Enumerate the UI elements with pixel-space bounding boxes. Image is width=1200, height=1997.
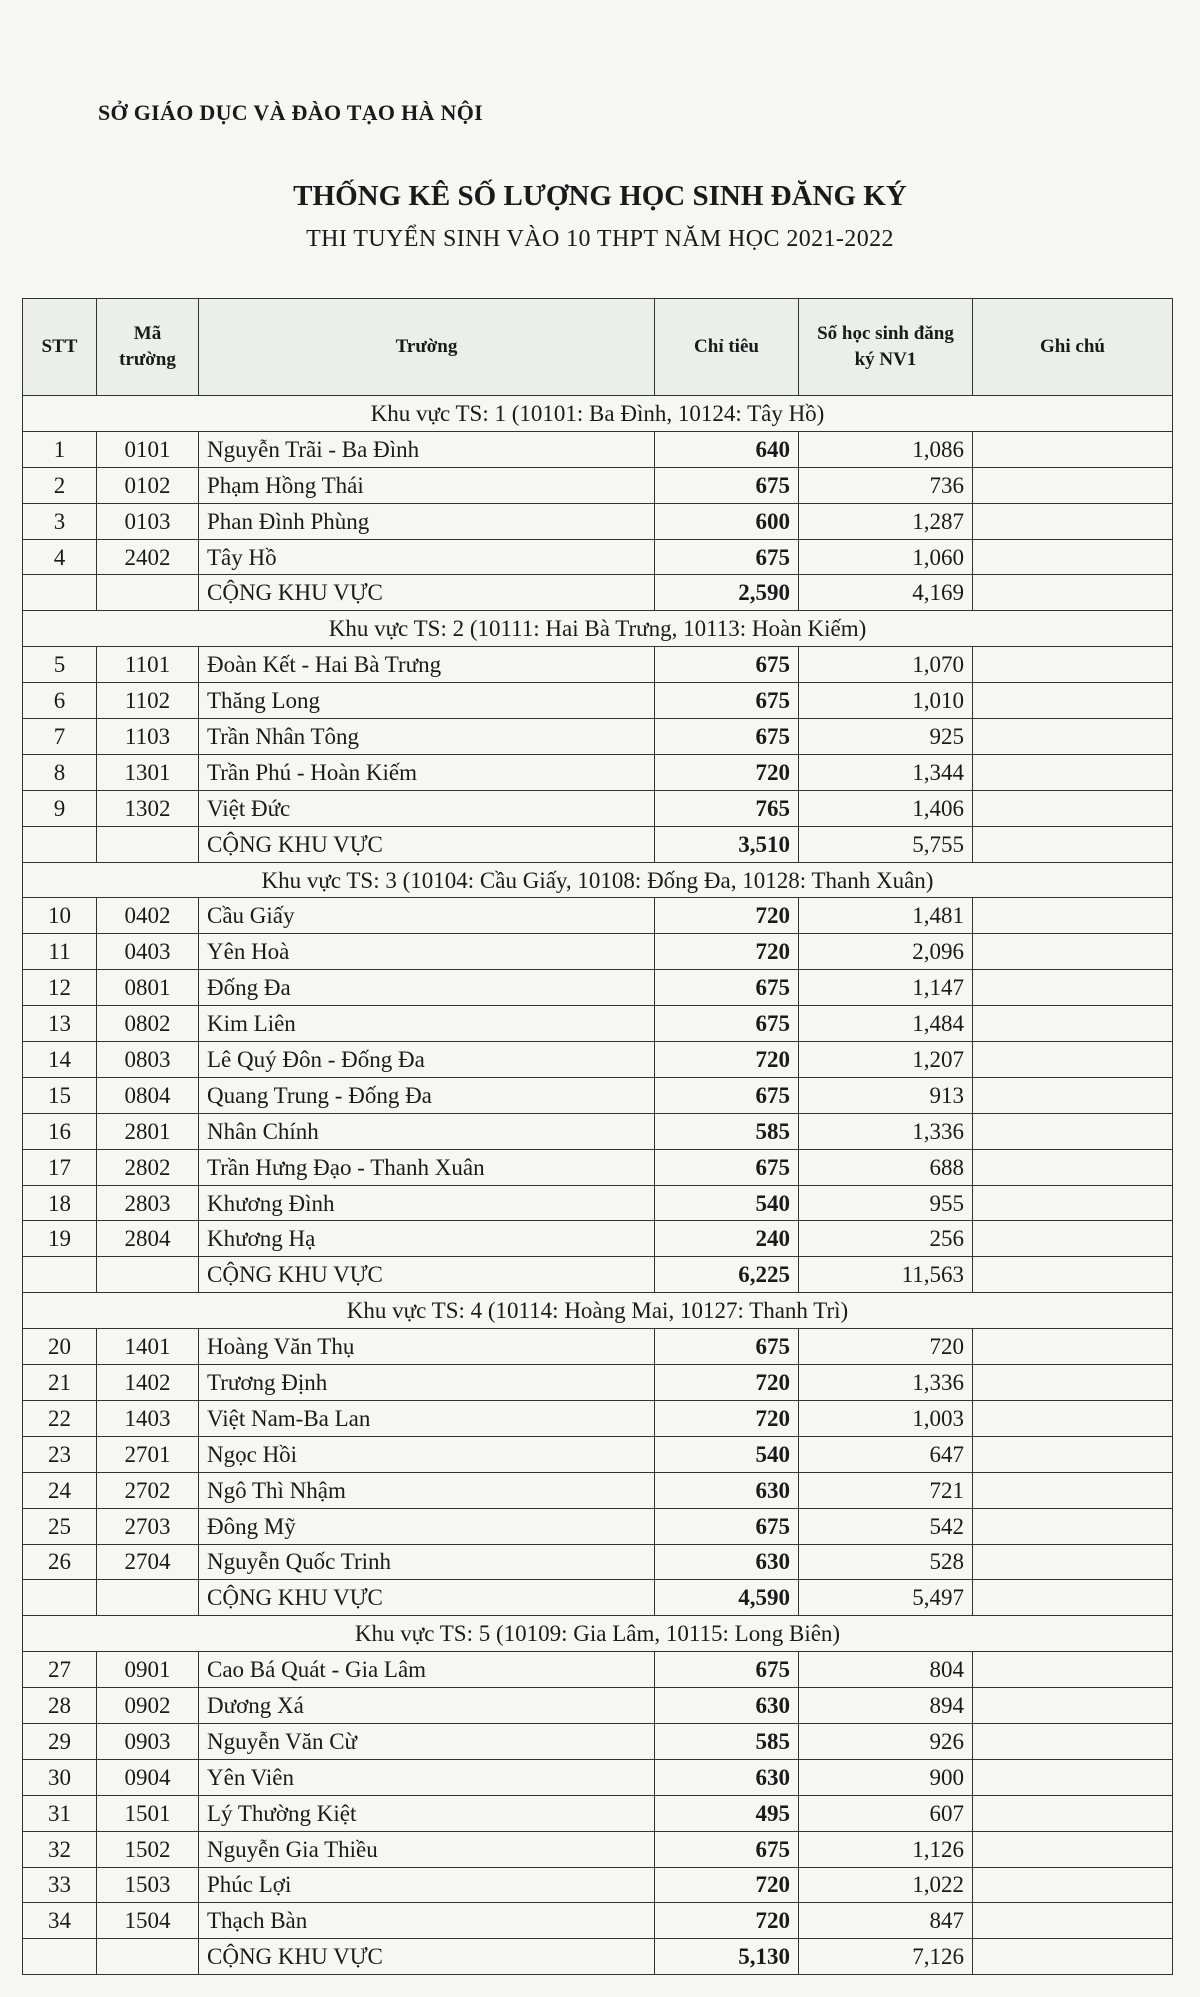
table-header-row: [23, 299, 1173, 396]
school-code-cell: 0101: [97, 431, 199, 467]
table-row: [23, 503, 1173, 539]
note-cell: [973, 1221, 1173, 1257]
school-name-cell: Yên Hoà: [199, 934, 655, 970]
total-label-cell: CỘNG KHU VỰC: [199, 575, 655, 611]
quota-cell: 240: [655, 1221, 799, 1257]
table-row: [23, 1329, 1173, 1365]
total-registered-cell: 5,497: [799, 1580, 973, 1616]
school-code-cell: 0802: [97, 1006, 199, 1042]
registered-cell: 256: [799, 1221, 973, 1257]
school-name-cell: Phúc Lợi: [199, 1867, 655, 1903]
quota-cell: 675: [655, 719, 799, 755]
school-code-cell: 0103: [97, 503, 199, 539]
note-cell: [973, 970, 1173, 1006]
empty-cell: [97, 826, 199, 862]
school-name-cell: Nhân Chính: [199, 1113, 655, 1149]
school-code-cell: 2704: [97, 1544, 199, 1580]
school-code-cell: 0102: [97, 467, 199, 503]
school-name-cell: Khương Hạ: [199, 1221, 655, 1257]
table-row: [23, 1723, 1173, 1759]
quota-cell: 720: [655, 1867, 799, 1903]
school-code-cell: 0904: [97, 1759, 199, 1795]
note-cell: [973, 1149, 1173, 1185]
school-name-cell: Trần Nhân Tông: [199, 719, 655, 755]
table-row: [23, 1149, 1173, 1185]
table-row: [23, 754, 1173, 790]
school-name-cell: Phạm Hồng Thái: [199, 467, 655, 503]
stt-cell: 8: [23, 754, 97, 790]
school-name-cell: Trần Phú - Hoàn Kiếm: [199, 754, 655, 790]
stt-cell: 24: [23, 1472, 97, 1508]
total-quota-cell: 4,590: [655, 1580, 799, 1616]
stt-cell: 33: [23, 1867, 97, 1903]
school-name-cell: Nguyễn Quốc Trinh: [199, 1544, 655, 1580]
document-title: THỐNG KÊ SỐ LƯỢNG HỌC SINH ĐĂNG KÝ: [293, 180, 907, 212]
school-code-cell: 2402: [97, 539, 199, 575]
table-row: [23, 898, 1173, 934]
school-code-cell: 1401: [97, 1329, 199, 1365]
registered-cell: 1,086: [799, 431, 973, 467]
note-cell: [973, 1544, 1173, 1580]
registered-cell: 1,126: [799, 1831, 973, 1867]
note-cell: [973, 503, 1173, 539]
stt-cell: 31: [23, 1795, 97, 1831]
total-quota-cell: 5,130: [655, 1939, 799, 1975]
quota-cell: 720: [655, 934, 799, 970]
stt-cell: 2: [23, 467, 97, 503]
quota-cell: 675: [655, 1006, 799, 1042]
school-code-cell: 2801: [97, 1113, 199, 1149]
quota-cell: 675: [655, 1508, 799, 1544]
quota-cell: 585: [655, 1723, 799, 1759]
school-code-cell: 2703: [97, 1508, 199, 1544]
note-cell: [973, 1508, 1173, 1544]
school-name-cell: Cao Bá Quát - Gia Lâm: [199, 1652, 655, 1688]
registered-cell: 1,481: [799, 898, 973, 934]
note-cell: [973, 754, 1173, 790]
registered-cell: 721: [799, 1472, 973, 1508]
school-code-cell: 1102: [97, 683, 199, 719]
note-cell: [973, 1688, 1173, 1724]
table-row: [23, 1042, 1173, 1078]
note-cell: [973, 1436, 1173, 1472]
stt-cell: 20: [23, 1329, 97, 1365]
region-total-row: [23, 1580, 1173, 1616]
school-code-cell: 2701: [97, 1436, 199, 1472]
stt-cell: 34: [23, 1903, 97, 1939]
note-cell: [973, 1365, 1173, 1401]
note-cell: [973, 934, 1173, 970]
quota-cell: 630: [655, 1472, 799, 1508]
region-title: Khu vực TS: 5 (10109: Gia Lâm, 10115: Long Biên): [23, 1616, 1173, 1652]
note-cell: [973, 539, 1173, 575]
table-row: [23, 539, 1173, 575]
stt-cell: 23: [23, 1436, 97, 1472]
registered-cell: 926: [799, 1723, 973, 1759]
stt-cell: 15: [23, 1077, 97, 1113]
table-row: [23, 1688, 1173, 1724]
note-cell: [973, 719, 1173, 755]
school-name-cell: Phan Đình Phùng: [199, 503, 655, 539]
column-header-stt: STT: [23, 299, 97, 396]
quota-cell: 720: [655, 1400, 799, 1436]
quota-cell: 630: [655, 1544, 799, 1580]
empty-cell: [23, 826, 97, 862]
stt-cell: 18: [23, 1185, 97, 1221]
school-name-cell: Lý Thường Kiệt: [199, 1795, 655, 1831]
school-name-cell: Tây Hồ: [199, 539, 655, 575]
table-row: [23, 1006, 1173, 1042]
quota-cell: 675: [655, 467, 799, 503]
table-row: [23, 647, 1173, 683]
stt-cell: 30: [23, 1759, 97, 1795]
table-row: [23, 790, 1173, 826]
school-code-cell: 1504: [97, 1903, 199, 1939]
school-name-cell: Ngô Thì Nhậm: [199, 1472, 655, 1508]
column-header-note: Ghi chú: [973, 299, 1173, 396]
table-row: [23, 431, 1173, 467]
school-code-cell: 0803: [97, 1042, 199, 1078]
school-code-cell: 1502: [97, 1831, 199, 1867]
note-cell: [973, 898, 1173, 934]
column-header-school-code: Mã trường: [97, 299, 199, 396]
school-code-cell: 1103: [97, 719, 199, 755]
total-label-cell: CỘNG KHU VỰC: [199, 1939, 655, 1975]
empty-cell: [97, 1939, 199, 1975]
school-name-cell: Trương Định: [199, 1365, 655, 1401]
total-registered-cell: 5,755: [799, 826, 973, 862]
region-title: Khu vực TS: 1 (10101: Ba Đình, 10124: Tây Hồ): [23, 396, 1173, 432]
quota-cell: 675: [655, 539, 799, 575]
region-total-row: [23, 1939, 1173, 1975]
stt-cell: 22: [23, 1400, 97, 1436]
stt-cell: 32: [23, 1831, 97, 1867]
school-code-cell: 1403: [97, 1400, 199, 1436]
note-cell: [973, 1472, 1173, 1508]
registered-cell: 1,010: [799, 683, 973, 719]
registered-cell: 542: [799, 1508, 973, 1544]
registered-cell: 955: [799, 1185, 973, 1221]
quota-cell: 675: [655, 1329, 799, 1365]
school-name-cell: Lê Quý Đôn - Đống Đa: [199, 1042, 655, 1078]
region-title: Khu vực TS: 4 (10114: Hoàng Mai, 10127: Thanh Trì): [23, 1293, 1173, 1329]
region-header-row: [23, 611, 1173, 647]
table-row: [23, 1472, 1173, 1508]
school-name-cell: Việt Đức: [199, 790, 655, 826]
table-row: [23, 1652, 1173, 1688]
stt-cell: 7: [23, 719, 97, 755]
school-name-cell: Nguyễn Gia Thiều: [199, 1831, 655, 1867]
note-cell: [973, 1042, 1173, 1078]
total-registered-cell: 7,126: [799, 1939, 973, 1975]
table-row: [23, 1221, 1173, 1257]
quota-cell: 675: [655, 1149, 799, 1185]
stt-cell: 13: [23, 1006, 97, 1042]
table-row: [23, 1077, 1173, 1113]
school-code-cell: 0801: [97, 970, 199, 1006]
region-header-row: [23, 1616, 1173, 1652]
quota-cell: 720: [655, 1365, 799, 1401]
note-cell: [973, 1185, 1173, 1221]
school-code-cell: 0402: [97, 898, 199, 934]
total-quota-cell: 2,590: [655, 575, 799, 611]
school-code-cell: 2804: [97, 1221, 199, 1257]
school-name-cell: Đống Đa: [199, 970, 655, 1006]
document-subtitle: THI TUYỂN SINH VÀO 10 THPT NĂM HỌC 2021-2022: [306, 226, 894, 252]
school-code-cell: 2702: [97, 1472, 199, 1508]
school-code-cell: 0903: [97, 1723, 199, 1759]
empty-cell: [23, 1580, 97, 1616]
registered-cell: 894: [799, 1688, 973, 1724]
note-cell: [973, 1400, 1173, 1436]
region-title: Khu vực TS: 2 (10111: Hai Bà Trưng, 10113: Hoàn Kiếm): [23, 611, 1173, 647]
note-cell: [973, 647, 1173, 683]
note-cell: [973, 1831, 1173, 1867]
school-code-cell: 0804: [97, 1077, 199, 1113]
school-code-cell: 1101: [97, 647, 199, 683]
note-cell: [973, 1759, 1173, 1795]
registered-cell: 1,022: [799, 1867, 973, 1903]
quota-cell: 675: [655, 683, 799, 719]
registered-cell: 720: [799, 1329, 973, 1365]
quota-cell: 540: [655, 1185, 799, 1221]
school-code-cell: 1301: [97, 754, 199, 790]
registered-cell: 688: [799, 1149, 973, 1185]
table-row: [23, 467, 1173, 503]
school-code-cell: 0902: [97, 1688, 199, 1724]
school-name-cell: Hoàng Văn Thụ: [199, 1329, 655, 1365]
table-row: [23, 1544, 1173, 1580]
school-name-cell: Khương Đình: [199, 1185, 655, 1221]
registered-cell: 847: [799, 1903, 973, 1939]
quota-cell: 675: [655, 1077, 799, 1113]
empty-cell: [23, 575, 97, 611]
note-cell: [973, 1652, 1173, 1688]
table-row: [23, 1113, 1173, 1149]
registered-cell: 1,406: [799, 790, 973, 826]
note-cell: [973, 1795, 1173, 1831]
stt-cell: 16: [23, 1113, 97, 1149]
school-name-cell: Kim Liên: [199, 1006, 655, 1042]
registered-cell: 736: [799, 467, 973, 503]
region-header-row: [23, 1293, 1173, 1329]
registered-cell: 647: [799, 1436, 973, 1472]
table-row: [23, 1185, 1173, 1221]
registered-cell: 1,070: [799, 647, 973, 683]
school-code-cell: 1501: [97, 1795, 199, 1831]
empty-cell: [973, 826, 1173, 862]
quota-cell: 720: [655, 754, 799, 790]
registered-cell: 1,003: [799, 1400, 973, 1436]
school-name-cell: Thạch Bàn: [199, 1903, 655, 1939]
table-row: [23, 719, 1173, 755]
quota-cell: 765: [655, 790, 799, 826]
total-label-cell: CỘNG KHU VỰC: [199, 1580, 655, 1616]
stt-cell: 14: [23, 1042, 97, 1078]
region-header-row: [23, 862, 1173, 898]
stt-cell: 27: [23, 1652, 97, 1688]
registered-cell: 804: [799, 1652, 973, 1688]
school-name-cell: Quang Trung - Đống Đa: [199, 1077, 655, 1113]
table-body: [23, 396, 1173, 1975]
stt-cell: 3: [23, 503, 97, 539]
table-row: [23, 1759, 1173, 1795]
table-row: [23, 1867, 1173, 1903]
note-cell: [973, 1006, 1173, 1042]
registered-cell: 607: [799, 1795, 973, 1831]
stt-cell: 28: [23, 1688, 97, 1724]
quota-cell: 495: [655, 1795, 799, 1831]
school-code-cell: 0901: [97, 1652, 199, 1688]
registered-cell: 1,060: [799, 539, 973, 575]
school-code-cell: 1503: [97, 1867, 199, 1903]
quota-cell: 720: [655, 1042, 799, 1078]
total-quota-cell: 3,510: [655, 826, 799, 862]
stt-cell: 12: [23, 970, 97, 1006]
note-cell: [973, 1723, 1173, 1759]
school-name-cell: Dương Xá: [199, 1688, 655, 1724]
registered-cell: 925: [799, 719, 973, 755]
table-row: [23, 683, 1173, 719]
note-cell: [973, 1903, 1173, 1939]
school-name-cell: Nguyễn Văn Cừ: [199, 1723, 655, 1759]
school-code-cell: 1402: [97, 1365, 199, 1401]
school-code-cell: 0403: [97, 934, 199, 970]
table-row: [23, 1508, 1173, 1544]
stt-cell: 25: [23, 1508, 97, 1544]
registration-table: [22, 298, 1173, 1975]
note-cell: [973, 1113, 1173, 1149]
quota-cell: 675: [655, 970, 799, 1006]
quota-cell: 630: [655, 1759, 799, 1795]
school-name-cell: Cầu Giấy: [199, 898, 655, 934]
quota-cell: 630: [655, 1688, 799, 1724]
stt-cell: 21: [23, 1365, 97, 1401]
school-name-cell: Đoàn Kết - Hai Bà Trưng: [199, 647, 655, 683]
quota-cell: 540: [655, 1436, 799, 1472]
school-code-cell: 2802: [97, 1149, 199, 1185]
note-cell: [973, 790, 1173, 826]
school-code-cell: 2803: [97, 1185, 199, 1221]
school-name-cell: Việt Nam-Ba Lan: [199, 1400, 655, 1436]
quota-cell: 675: [655, 1831, 799, 1867]
registered-cell: 1,207: [799, 1042, 973, 1078]
school-name-cell: Ngọc Hồi: [199, 1436, 655, 1472]
table-row: [23, 1400, 1173, 1436]
quota-cell: 675: [655, 1652, 799, 1688]
column-header-quota: Chỉ tiêu: [655, 299, 799, 396]
empty-cell: [97, 1580, 199, 1616]
quota-cell: 585: [655, 1113, 799, 1149]
empty-cell: [23, 1257, 97, 1293]
registered-cell: 913: [799, 1077, 973, 1113]
empty-cell: [973, 575, 1173, 611]
note-cell: [973, 1867, 1173, 1903]
quota-cell: 640: [655, 431, 799, 467]
empty-cell: [23, 1939, 97, 1975]
stt-cell: 9: [23, 790, 97, 826]
registered-cell: 1,484: [799, 1006, 973, 1042]
quota-cell: 600: [655, 503, 799, 539]
table-row: [23, 1903, 1173, 1939]
note-cell: [973, 431, 1173, 467]
empty-cell: [973, 1580, 1173, 1616]
stt-cell: 11: [23, 934, 97, 970]
registered-cell: 2,096: [799, 934, 973, 970]
quota-cell: 675: [655, 647, 799, 683]
school-name-cell: Nguyễn Trãi - Ba Đình: [199, 431, 655, 467]
school-name-cell: Đông Mỹ: [199, 1508, 655, 1544]
region-total-row: [23, 1257, 1173, 1293]
table-row: [23, 1831, 1173, 1867]
quota-cell: 720: [655, 898, 799, 934]
table-row: [23, 934, 1173, 970]
school-code-cell: 1302: [97, 790, 199, 826]
total-label-cell: CỘNG KHU VỰC: [199, 826, 655, 862]
registered-cell: 1,147: [799, 970, 973, 1006]
stt-cell: 5: [23, 647, 97, 683]
empty-cell: [973, 1257, 1173, 1293]
stt-cell: 6: [23, 683, 97, 719]
table-row: [23, 1795, 1173, 1831]
registered-cell: 1,336: [799, 1113, 973, 1149]
total-registered-cell: 4,169: [799, 575, 973, 611]
registered-cell: 528: [799, 1544, 973, 1580]
school-name-cell: Yên Viên: [199, 1759, 655, 1795]
stt-cell: 4: [23, 539, 97, 575]
note-cell: [973, 467, 1173, 503]
school-name-cell: Thăng Long: [199, 683, 655, 719]
column-header-registered: Số học sinh đăng ký NV1: [799, 299, 973, 396]
stt-cell: 26: [23, 1544, 97, 1580]
total-quota-cell: 6,225: [655, 1257, 799, 1293]
note-cell: [973, 683, 1173, 719]
registered-cell: 1,336: [799, 1365, 973, 1401]
column-header-school: Trường: [199, 299, 655, 396]
registered-cell: 1,287: [799, 503, 973, 539]
empty-cell: [973, 1939, 1173, 1975]
stt-cell: 29: [23, 1723, 97, 1759]
table-row: [23, 1365, 1173, 1401]
note-cell: [973, 1077, 1173, 1113]
table-row: [23, 1436, 1173, 1472]
quota-cell: 720: [655, 1903, 799, 1939]
stt-cell: 1: [23, 431, 97, 467]
total-registered-cell: 11,563: [799, 1257, 973, 1293]
stt-cell: 10: [23, 898, 97, 934]
organization-name: SỞ GIÁO DỤC VÀ ĐÀO TẠO HÀ NỘI: [98, 100, 483, 125]
school-name-cell: Trần Hưng Đạo - Thanh Xuân: [199, 1149, 655, 1185]
empty-cell: [97, 575, 199, 611]
table-row: [23, 970, 1173, 1006]
region-total-row: [23, 826, 1173, 862]
total-label-cell: CỘNG KHU VỰC: [199, 1257, 655, 1293]
empty-cell: [97, 1257, 199, 1293]
note-cell: [973, 1329, 1173, 1365]
region-total-row: [23, 575, 1173, 611]
stt-cell: 17: [23, 1149, 97, 1185]
registered-cell: 1,344: [799, 754, 973, 790]
registered-cell: 900: [799, 1759, 973, 1795]
region-title: Khu vực TS: 3 (10104: Cầu Giấy, 10108: Đống Đa, 10128: Thanh Xuân): [23, 862, 1173, 898]
stt-cell: 19: [23, 1221, 97, 1257]
region-header-row: [23, 396, 1173, 432]
